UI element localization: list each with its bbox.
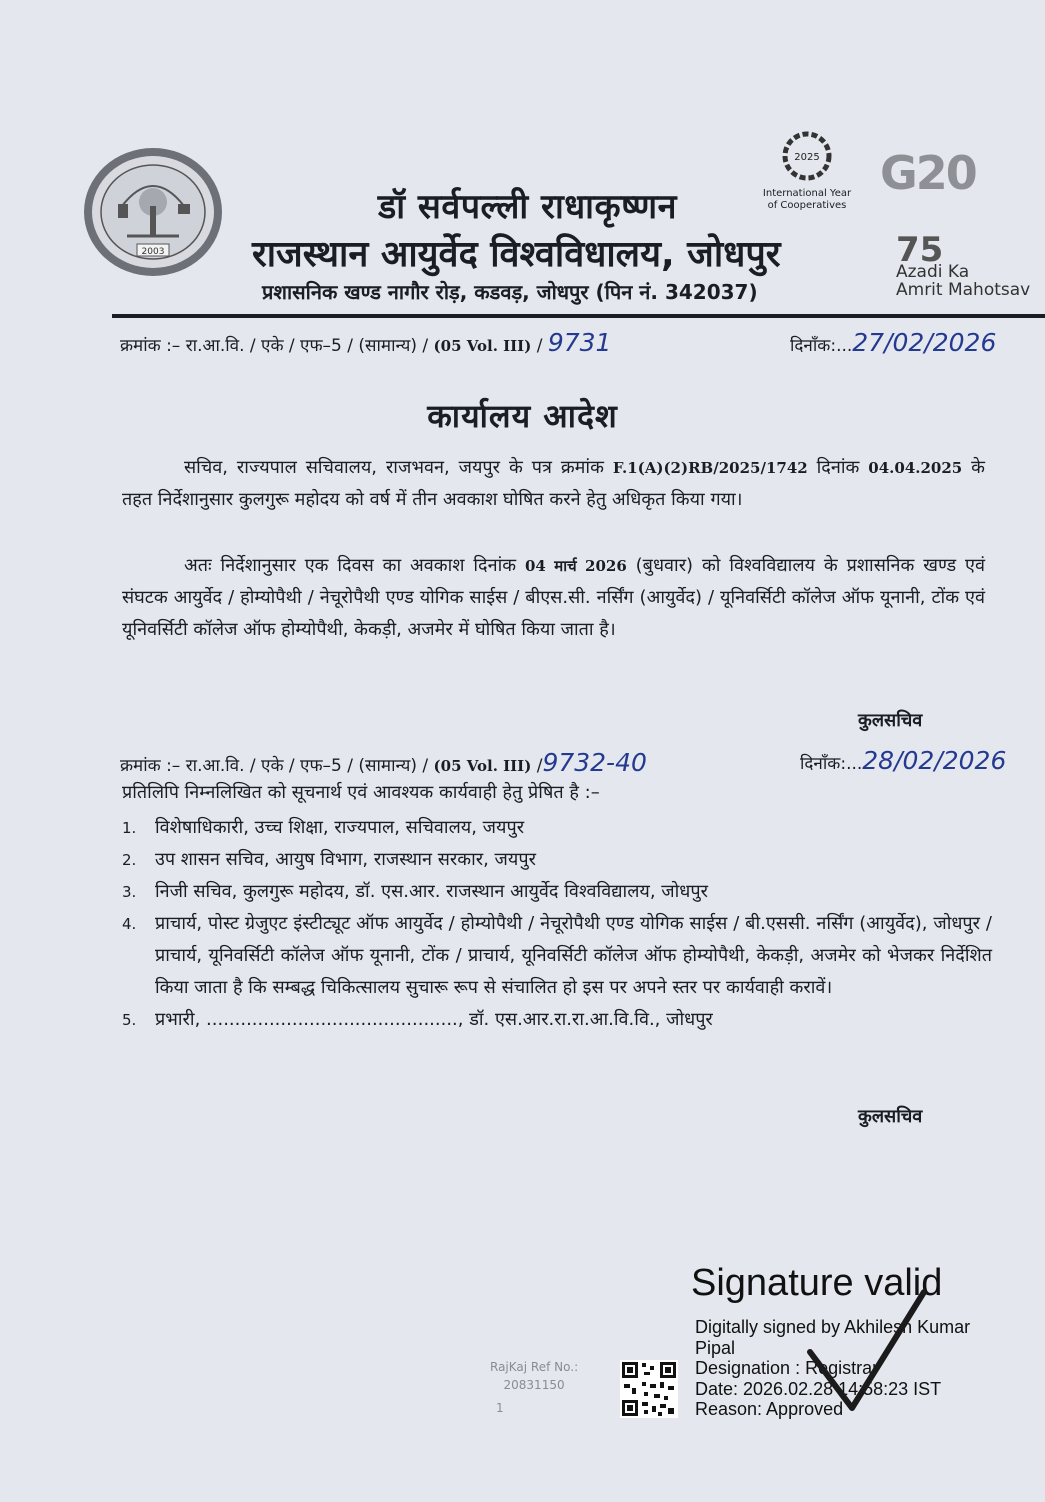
signed-by: Digitally signed by Akhilesh Kumar Pipal	[695, 1317, 971, 1358]
azadi-ka-amrit-mahotsav-logo	[896, 230, 1036, 300]
para1-text-c: के तहत निर्देशानुसार कुलगुरू महोदय को वर्ष में तीन अवकाश घोषित करने हेतु अधिकृत किया गया।	[122, 457, 985, 510]
page-number: 1	[496, 1401, 504, 1415]
copy-recipient-list	[122, 812, 992, 1036]
rajkaj-label: RajKaj Ref No.:	[490, 1360, 579, 1374]
reference-volume: (05 Vol. III)	[433, 757, 532, 775]
seal-year: 2003	[141, 247, 165, 257]
university-address: प्रशासनिक खण्ड नागौर रोड़, कडवड़, जोधपुर (पिन नं. 342037)	[262, 280, 758, 304]
university-name-line2: राजस्थान आयुर्वेद विश्वविधालय, जोधपुर	[252, 234, 781, 275]
iyc-year: 2025	[794, 152, 820, 163]
iyc-logo	[758, 130, 856, 212]
reference-number-handwritten: 9731	[547, 328, 612, 357]
signature-valid-label: Signature valid	[691, 1262, 943, 1304]
reference-slash: /	[536, 756, 543, 776]
reference-number-handwritten: 9732-40	[542, 748, 647, 777]
list-item: 2. उप शासन सचिव, आयुष विभाग, राजस्थान सरकार, जयपुर	[122, 849, 536, 870]
azadi-line2: Amrit Mahotsav	[896, 280, 1031, 300]
university-seal-logo	[82, 146, 224, 278]
header-divider	[112, 314, 1045, 318]
letter-date: 04.04.2025	[868, 459, 963, 477]
validity-check-icon	[800, 1286, 930, 1416]
cooperatives-wreath-icon	[781, 130, 833, 182]
list-item: 3. निजी सचिव, कुलगुरू महोदय, डॉ. एस.आर. राजस्थान आयुर्वेद विश्वविद्यालय, जोधपुर	[122, 881, 708, 902]
holiday-date: 04 मार्च 2026	[524, 557, 627, 575]
reference-date-2	[800, 746, 1006, 775]
para2-text-b: (बुधवार) को विश्वविद्यालय के प्रशासनिक खण्ड एवं संघटक आयुर्वेद / होम्योपैथी / नेचूरोपैथी एण्ड योगिक साईस / बीएस.सी. नर्सिंग (आयुर्वेद) / यूनिवर्सिटी कॉलेज ऑफ यूनानी, टोंक एवं यूनिवर्सिटी कॉलेज ऑफ होम्योपैथी, केकड़ी, अजमेर में घोषित किया जाता है।	[122, 555, 985, 640]
signatory-1: कुलसचिव	[858, 710, 923, 731]
date-label: दिनाँक:	[790, 336, 837, 356]
date-label: दिनाँक:	[800, 754, 847, 774]
para1-text-a: सचिव, राज्यपाल सचिवालय, राजभवन, जयपुर के पत्र क्रमांक	[184, 457, 613, 478]
para1-text-b: दिनांक	[807, 457, 869, 478]
paragraph-2	[122, 550, 985, 646]
date-handwritten: 27/02/2026	[852, 328, 997, 357]
letter-number: F.1(A)(2)RB/2025/1742	[612, 459, 808, 477]
azadi-line1: Azadi Ka	[896, 262, 970, 282]
reference-volume: (05 Vol. III)	[433, 337, 532, 355]
list-item: 5. प्रभारी, ............................................, डॉ. एस.आर.रा.रा.आ.वि.वि., जोधपुर	[122, 1009, 713, 1030]
rajkaj-number: 20831150	[503, 1378, 565, 1392]
rajkaj-reference	[490, 1358, 578, 1394]
reference-number-2	[120, 748, 647, 777]
para2-text-a: अतः निर्देशानुसार एक दिवस का अवकाश दिनांक	[184, 555, 525, 576]
signature-reason: Reason: Approved	[695, 1399, 844, 1419]
qr-code-icon	[620, 1360, 678, 1418]
g20-logo	[880, 146, 990, 200]
reference-prefix: क्रमांक :– रा.आ.वि. / एके / एफ–5 / (सामान्य) /	[120, 336, 429, 356]
list-item: 1. विशेषाधिकारी, उच्च शिक्षा, राज्यपाल, सचिवालय, जयपुर	[122, 817, 525, 838]
g20-label: G20	[880, 146, 976, 200]
date-handwritten: 28/02/2026	[862, 746, 1007, 775]
reference-slash: /	[536, 336, 543, 356]
university-name-line1: डॉ सर्वपल्ली राधाकृष्णन	[378, 187, 678, 227]
signatory-2: कुलसचिव	[858, 1106, 923, 1127]
list-item: 4. प्राचार्य, पोस्ट ग्रेजुएट इंस्टीट्यूट ऑफ आयुर्वेद / होम्योपैथी / नेचूरोपैथी एण्ड योगिक साईस / बी.एससी. नर्सिंग (आयुर्वेद), जोधपुर / प्राचार्य, यूनिवर्सिटी कॉलेज ऑफ यूनानी, टोंक / प्राचार्य, यूनिवर्सिटी कॉलेज ऑफ होम्योपैथी, केकड़ी, अजमेर को भेजकर निर्देशित किया जाता है कि सम्बद्ध चिकित्सालय सुचारू रूप से संचालित हो इस पर अपने स्तर पर कार्यवाही करावें।	[122, 913, 992, 998]
iyc-label: International Year of Cooperatives	[762, 188, 852, 211]
copy-intro: प्रतिलिपि निम्नलिखित को सूचनार्थ एवं आवश्यक कार्यवाही हेतु प्रेषित है :–	[122, 782, 600, 803]
paragraph-1	[122, 452, 985, 516]
designation: Designation : Registrar	[695, 1358, 879, 1378]
date-dots: ...	[836, 336, 853, 356]
signature-date: Date: 2026.02.28 14:58:23 IST	[695, 1378, 942, 1399]
date-dots: ...	[846, 754, 863, 774]
reference-prefix: क्रमांक :– रा.आ.वि. / एके / एफ–5 / (सामान्य) /	[120, 756, 429, 776]
azadi-number: 75	[896, 230, 944, 270]
order-title: कार्यालय आदेश	[427, 397, 618, 435]
reference-date-1	[790, 328, 996, 357]
reference-number-1	[120, 328, 611, 357]
